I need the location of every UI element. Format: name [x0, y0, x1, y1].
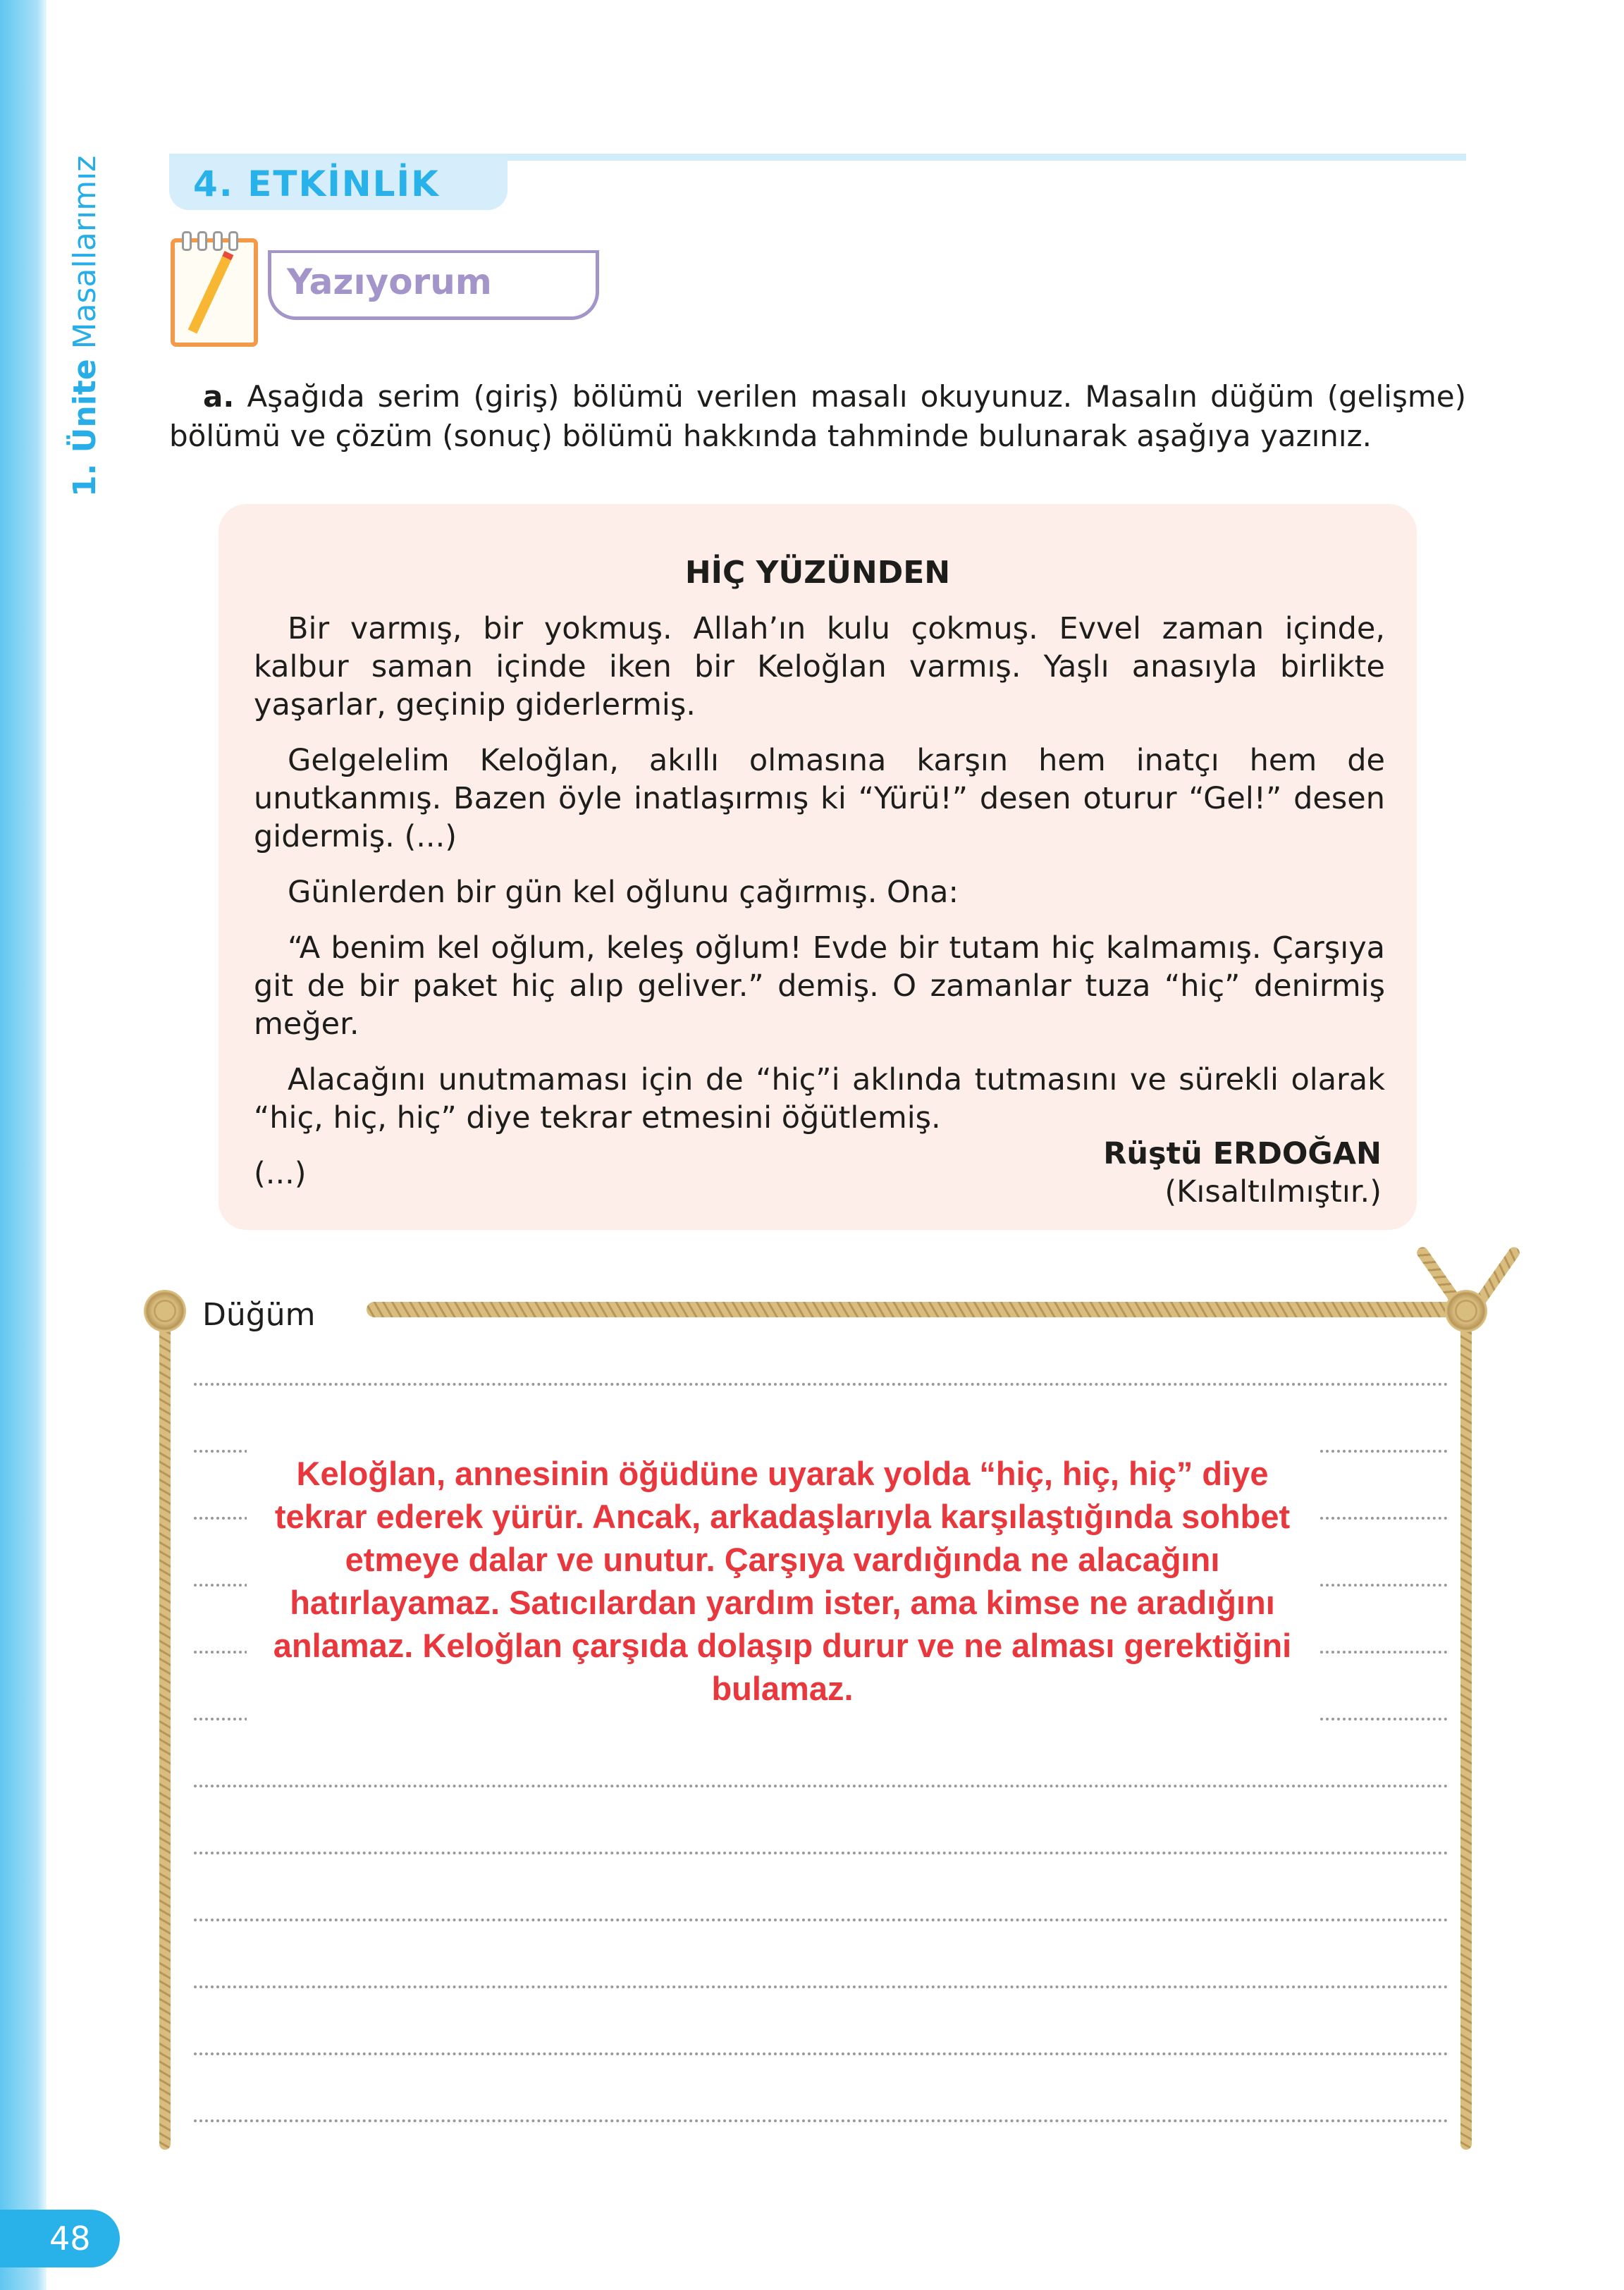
rope-knot-icon — [1445, 1290, 1487, 1332]
writing-line[interactable] — [194, 2052, 1448, 2055]
story-paragraph: Gelgelelim Keloğlan, akıllı olmasına karşın hem inatçı hem de unutkanmış. Bazen öyle inatlaşırmış ki “Yürü!” desen oturur “Gel!” desen gidermiş. (...) — [254, 743, 1385, 854]
writing-label: Düğüm — [202, 1297, 316, 1333]
story-paragraph: Bir varmış, bir yokmuş. Allah’ın kulu çokmuş. Evvel zaman içinde, kalbur saman içinde iken bir Keloğlan varmış. Yaşlı anasıyla birlikte yaşarlar, geçinip giderlermiş. — [254, 611, 1385, 722]
activity-tab — [169, 156, 508, 210]
answer-area[interactable] — [247, 1438, 1318, 1723]
rope-knot-icon — [144, 1290, 186, 1332]
writing-line[interactable] — [194, 1383, 1448, 1386]
rope-left — [159, 1304, 171, 2150]
page-number: 48 — [49, 2220, 91, 2258]
story-note: (Kısaltılmıştır.) — [1164, 1174, 1382, 1209]
section-label-box — [268, 250, 599, 320]
story-paragraph: Alacağını unutmaması için de “hiç”i aklında tutmasını ve sürekli olarak “hiç, hiç, hiç” diye tekrar etmesini öğütlemiş. — [254, 1062, 1385, 1135]
story-ellipsis: (...) — [254, 1156, 307, 1191]
writing-line[interactable] — [194, 2119, 1448, 2122]
story-title: HİÇ YÜZÜNDEN — [684, 555, 951, 591]
activity-title: 4. ETKİNLİK — [193, 164, 440, 204]
instruction-marker: a. — [203, 379, 235, 414]
page-number-badge — [0, 2210, 120, 2267]
rope-top — [367, 1302, 1466, 1317]
answer-text: Keloğlan, annesinin öğüdüne uyarak yolda “hiç, hiç, hiç” diye tekrar ederek yürür. Ancak, arkadaşlarıyla karşılaştığında sohbet etmeye dalar ve unutur. Çarşıya vardığında ne alacağını hatırlayamaz. Satıcılardan yardım ister, ama kimse ne aradığını anlamaz. Keloğlan çarşıda dolaşıp durur ve ne alması gerektiğini bulamaz. — [273, 1455, 1292, 1707]
unit-title: Masallarımız — [67, 155, 103, 350]
unit-label — [67, 156, 103, 497]
story-paragraph: “A benim kel oğlum, keleş oğlum! Evde bir tutam hiç kalmamış. Çarşıya git de bir paket hiç alıp geliver.” demiş. O zamanlar tuza “hiç” denirmiş meğer. — [254, 930, 1385, 1042]
story-author: Rüştü ERDOĞAN — [1103, 1136, 1382, 1171]
section-title: Yazıyorum — [287, 261, 492, 302]
story-box — [219, 504, 1417, 1230]
writing-line[interactable] — [194, 1986, 1448, 1988]
rope-right — [1460, 1304, 1472, 2150]
unit-number: 1. Ünite — [67, 359, 103, 497]
writing-line[interactable] — [194, 1785, 1448, 1787]
instruction — [169, 377, 1466, 456]
story-paragraph: Günlerden bir gün kel oğlunu çağırmış. Ona: — [288, 875, 959, 910]
writing-line[interactable] — [194, 1852, 1448, 1854]
instruction-text: Aşağıda serim (giriş) bölümü verilen masalı okuyunuz. Masalın düğüm (gelişme) bölümü ve çözüm (sonuç) bölümü hakkında tahminde bulunarak aşağıya yazınız. — [169, 379, 1466, 453]
notepad-pencil-icon — [171, 238, 258, 347]
side-color-strip — [0, 0, 47, 2290]
writing-line[interactable] — [194, 1919, 1448, 1921]
